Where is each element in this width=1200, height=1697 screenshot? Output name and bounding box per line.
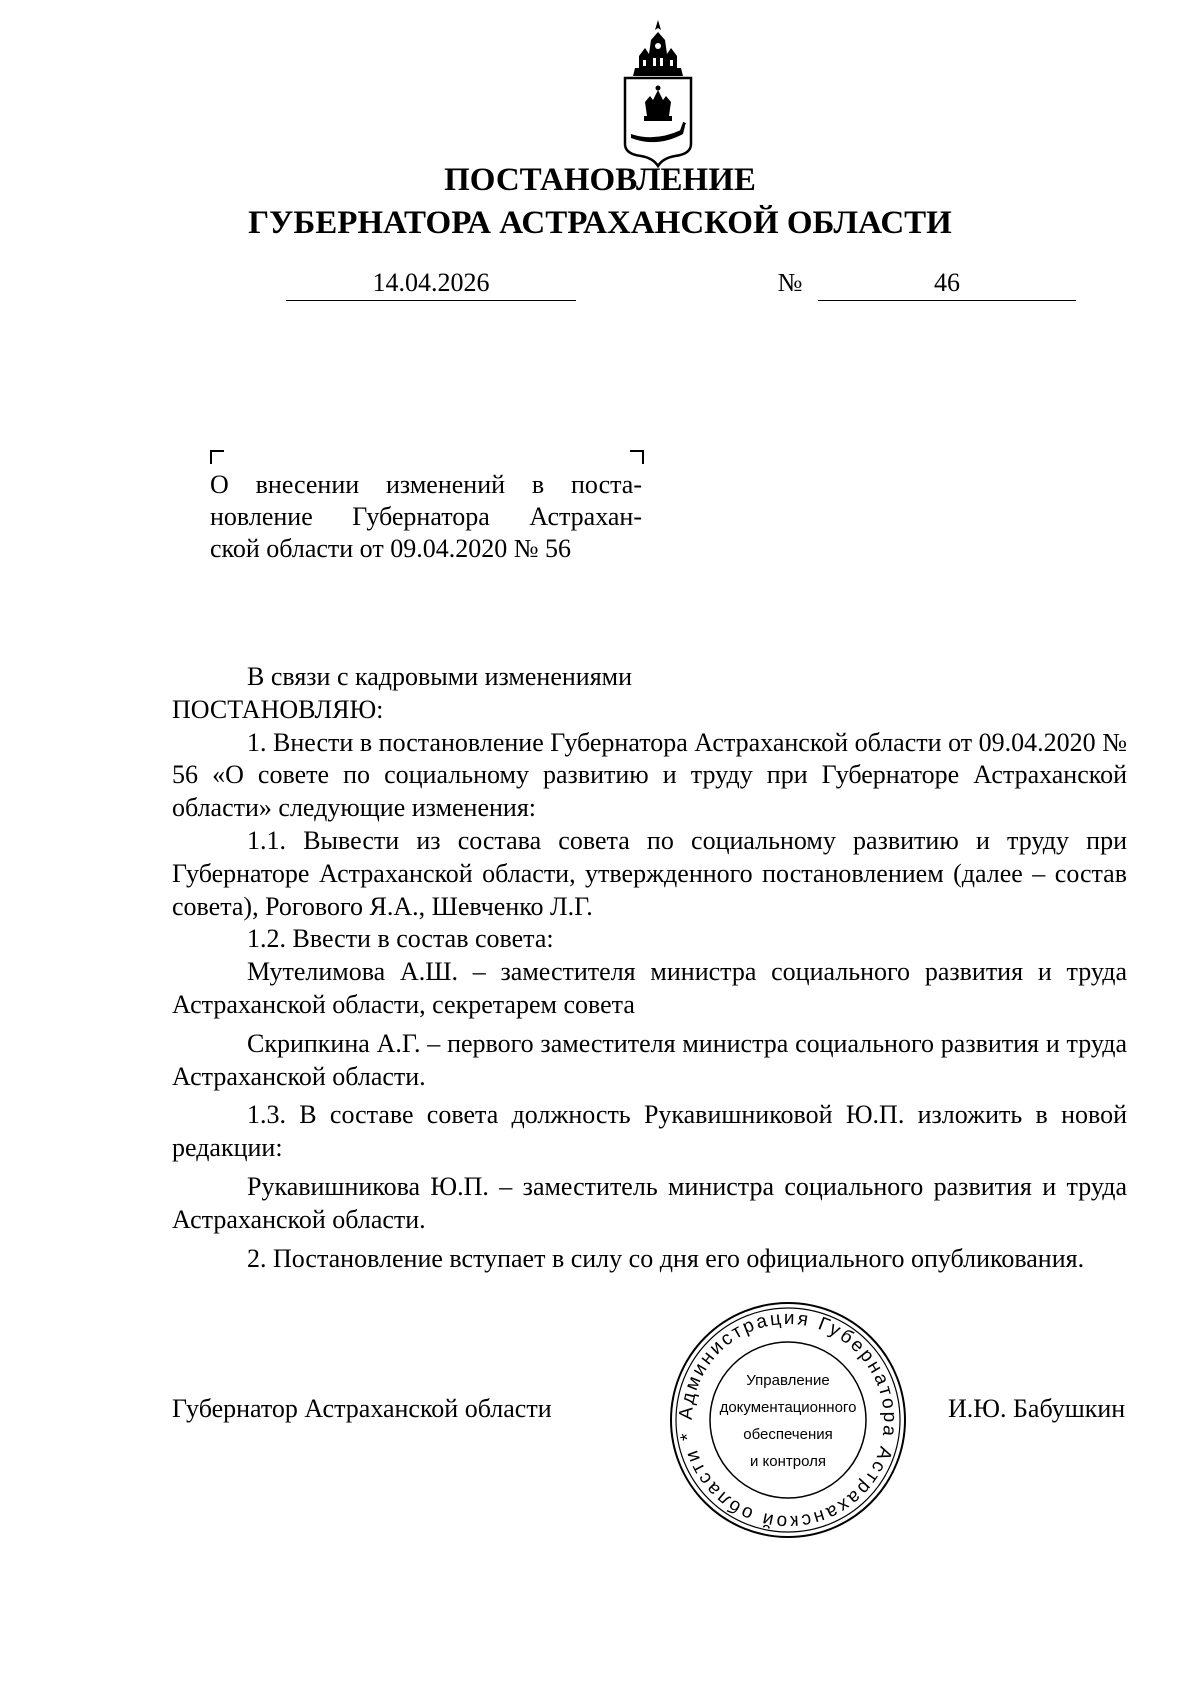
body-paragraph-1-3a: Рукавишникова Ю.П. – заместитель министра социального развития и труда Астраханской области. [172,1171,1127,1234]
number-sign: № [777,268,803,297]
number-underline [818,300,1076,301]
subject-line: новление Губернатора Астрахан- [210,502,642,531]
document-subject [210,469,642,565]
official-seal [668,1300,908,1540]
body-paragraph-1-2b: Скрипкина А.Г. – первого заместителя министра социального развития и труда Астраханской области. [172,1028,1127,1091]
document-body [172,661,1127,1275]
body-paragraph-2: 2. Постановление вступает в силу со дня его официального опубликования. [247,1243,1085,1273]
body-paragraph-1-2: 1.2. Ввести в состав совета: [247,924,554,954]
document-title-line2: ГУБЕРНАТОРА АСТРАХАНСКОЙ ОБЛАСТИ [248,205,952,241]
document-number: 46 [934,268,960,297]
body-paragraph-1-2a: Мутелимова А.Ш. – заместителя министра социального развития и труда Астраханской области, секретарем совета [172,957,1127,1019]
signatory-position: Губернатор Астраханской области [172,1394,552,1423]
body-paragraph-1: 1. Внести в постановление Губернатора Астраханской области от 09.04.2020 № 56 «О совете по социальному развитию и труду при Губернаторе Астраханской области» следующие изменения: [172,727,1127,823]
body-decree: ПОСТАНОВЛЯЮ: [172,694,384,724]
body-paragraph-1-1: 1.1. Вывести из состава совета по социальному развитию и труду при Губернаторе Астраханской области, утвержденного постановлением (далее – состав совета), Рогового Я.А., Шевченко Л.Г. [172,825,1127,921]
date-underline [286,300,576,301]
subject-corner-right [630,450,644,464]
body-intro: В связи с кадровыми изменениями [247,662,633,691]
subject-line: О внесении изменений в поста- [210,470,642,499]
seal-inner-line: документационного [719,1399,857,1416]
seal-inner-line: и контроля [749,1453,827,1470]
seal-ring-text: Администрация Губернатора Астраханской области * [675,1307,901,1533]
astrakhan-coat-of-arms-icon [615,18,701,168]
document-title-line1: ПОСТАНОВЛЕНИЕ [444,162,756,198]
signatory-name: И.Ю. Бабушкин [948,1394,1126,1423]
subject-line: ской области от 09.04.2020 № 56 [210,534,572,563]
body-paragraph-1-3: 1.3. В составе совета должность Рукавишниковой Ю.П. изложить в новой редакции: [172,1100,1127,1163]
seal-inner-line: обеспечения [743,1426,833,1443]
seal-inner-line: Управление [746,1372,830,1389]
subject-corner-left [210,450,224,464]
document-date: 14.04.2026 [372,268,490,297]
